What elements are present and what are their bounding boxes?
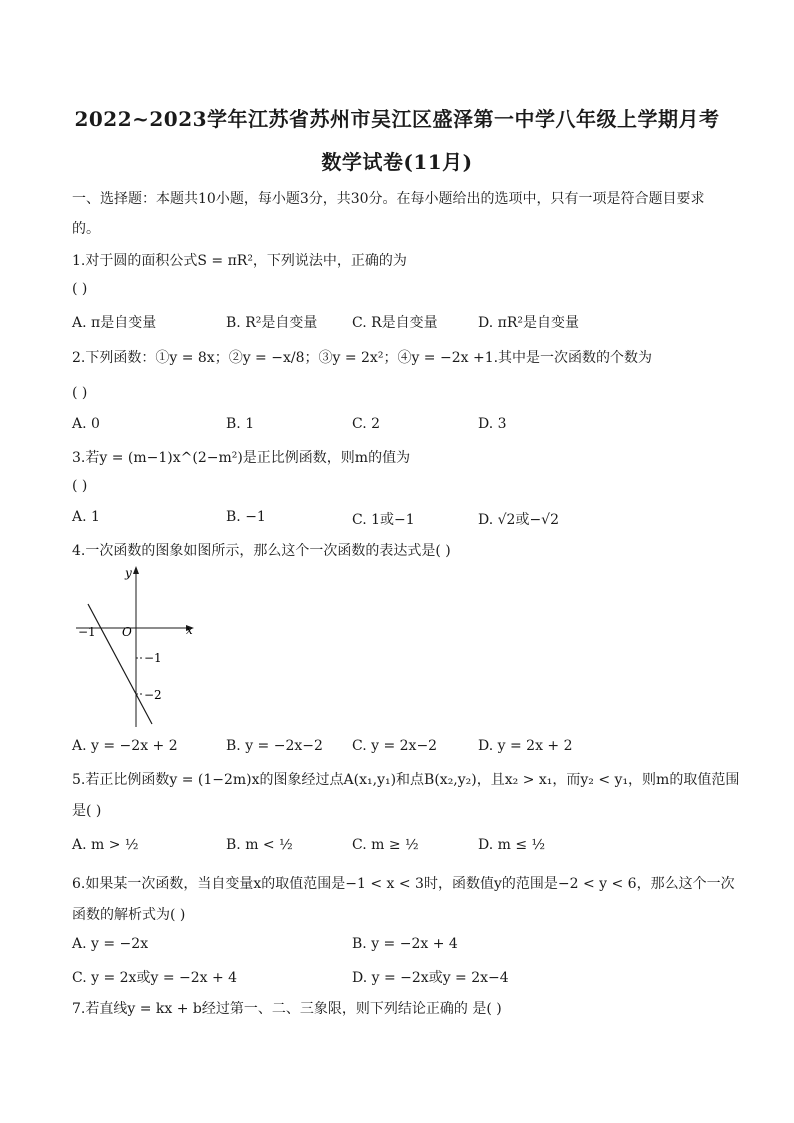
question-4-stem: 4.一次函数的图象如图所示，那么这个一次函数的表达式是( ) [72,543,451,559]
y-axis-arrow [133,566,139,574]
q4-option-c: C. y = 2x−2 [352,738,438,754]
q6-option-d: D. y = −2x或y = 2x−4 [352,970,509,986]
q4-option-d: D. y = 2x + 2 [478,738,573,754]
q3-option-a: A. 1 [72,509,100,525]
q6-option-b: B. y = −2x + 4 [352,936,458,952]
exam-title-line1: 2022~2023学年江苏省苏州市吴江区盛泽第一中学八年级上学期月考 [74,107,720,131]
y-neg2-label: −2 [144,688,162,702]
q4-function-graph [72,562,212,732]
q4-option-a: A. y = −2x + 2 [72,738,178,754]
question-5-stem-cont: 是( ) [72,803,102,819]
q5-option-c: C. m ≥ ½ [352,837,419,853]
origin-label: O [122,625,132,639]
x-neg1-label: −1 [78,625,96,639]
section-instructions: 一、选择题：本题共10小题，每小题3分，共30分。在每小题给出的选项中，只有一项是符合题目要求 [72,191,705,207]
section-instructions-cont: 的。 [72,221,100,237]
exam-title-line2: 数学试卷(11月) [321,150,473,174]
question-7-stem: 7.若直线y = kx + b经过第一、二、三象限，则下列结论正确的 是( ) [72,1001,502,1017]
q1-option-a: A. π是自变量 [72,315,157,331]
q1-option-c: C. R是自变量 [352,315,438,331]
q2-option-c: C. 2 [352,416,381,432]
q2-option-d: D. 3 [478,416,507,432]
question-6-stem-cont: 函数的解析式为( ) [72,907,186,923]
q6-option-c: C. y = 2x或y = −2x + 4 [72,970,238,986]
q2-option-b: B. 1 [226,416,255,432]
y-axis-label: y [125,566,132,580]
x-axis-label: x [186,623,193,637]
q3-option-c: C. 1或−1 [352,512,415,528]
q3-option-d: D. √2或−√2 [478,512,560,528]
question-3-stem: 3.若y = (m−1)x^(2−m²)是正比例函数，则m的值为 [72,450,411,466]
q5-option-a: A. m > ½ [72,837,139,853]
q6-option-a: A. y = −2x [72,936,149,952]
question-2-bracket: ( ) [72,385,88,401]
q2-option-a: A. 0 [72,416,100,432]
y-neg1-label: −1 [144,651,162,665]
question-1-bracket: ( ) [72,281,88,297]
question-3-bracket: ( ) [72,478,88,494]
q1-option-b: B. R²是自变量 [226,315,318,331]
question-5-stem: 5.若正比例函数y = (1−2m)x的图象经过点A(x₁,y₁)和点B(x₂,y₂)，且x₂ > x₁，而y₂ < y₁，则m的取值范围 [72,772,740,788]
question-1-stem: 1.对于圆的面积公式S = πR²，下列说法中，正确的为 [72,253,407,269]
question-6-stem: 6.如果某一次函数，当自变量x的取值范围是−1 < x < 3时，函数值y的范围是−2 < y < 6，那么这个一次 [72,876,735,892]
function-line [88,604,152,724]
question-2-stem: 2.下列函数：①y = 8x；②y = −x/8；③y = 2x²；④y = −2x +1.其中是一次函数的个数为 [72,350,653,366]
q5-option-d: D. m ≤ ½ [478,837,546,853]
q1-option-d: D. πR²是自变量 [478,315,579,331]
q3-option-b: B. −1 [226,509,266,525]
q5-option-b: B. m < ½ [226,837,293,853]
q4-option-b: B. y = −2x−2 [226,738,323,754]
